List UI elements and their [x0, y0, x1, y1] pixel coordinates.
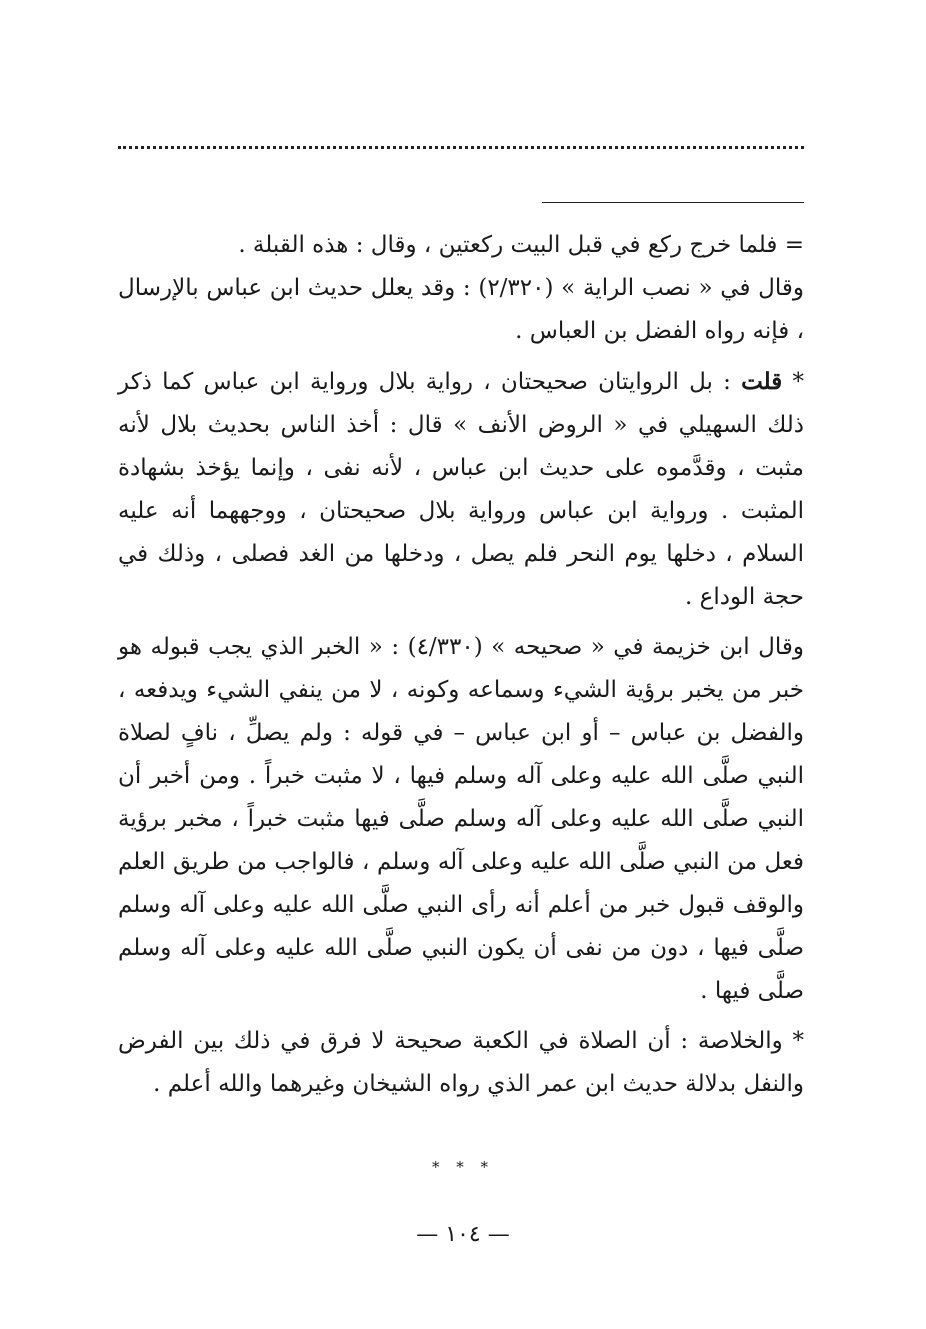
footnote-paragraph-1: = فلما خرج ركع في قبل البيت ركعتين ، وقال : هذه القبلة .: [238, 232, 804, 258]
main-text: [118, 360, 804, 1106]
bullet-marker: *: [782, 369, 805, 395]
qultu-keyword: قلت: [741, 368, 783, 395]
paragraph-ibn-khuzaymah: وقال ابن خزيمة في « صحيحه » (٤/٣٣٠) : « الخبر الذي يجب قبوله هو خبر من يخبر برؤية الشيء وسماعه وكونه ، لا من ينفي الشيء ويدفعه ، والفضل بن عباس – أو ابن عباس – في قوله : ولم يصلِّ ، نافٍ لصلاة النبي صلَّى الله عليه وعلى آله وسلم فيها ، لا مثبت خبراً . ومن أخبر أن النبي صلَّى الله عليه وعلى آله وسلم صلَّى فيها مثبت خبراً ، مخبر برؤية فعل من النبي صلَّى الله عليه وعلى آله وسلم ، فالواجب من طريق العلم والوقف قبول خبر من أعلم أنه رأى النبي صلَّى الله عليه وعلى آله وسلم صلَّى فيها ، دون من نفى أن يكون النبي صلَّى الله عليه وعلى آله وسلم صلَّى فيها .: [118, 634, 804, 1004]
footnote-rule: [542, 202, 804, 203]
paragraph-conclusion: * والخلاصة : أن الصلاة في الكعبة صحيحة لا فرق في ذلك بين الفرض والنفل بدلالة حديث ابن عمر الذي رواه الشيخان وغيرهما والله أعلم .: [118, 1028, 804, 1097]
paragraph-qultu: [118, 360, 804, 619]
section-separator: * * *: [431, 1158, 495, 1176]
dotted-separator: [118, 146, 804, 149]
footnote-section: [118, 224, 804, 353]
page-number: — ١٠٤ —: [416, 1222, 510, 1247]
paragraph-qultu-text: : بل الروايتان صحيحتان ، رواية بلال ورواية ابن عباس كما ذكر ذلك السهيلي في « الروض الأنف » قال : أخذ الناس بحديث بلال لأنه مثبت ، وقدَّموه على حديث ابن عباس ، لأنه نفى ، وإنما يؤخذ بشهادة المثبت . ورواية ابن عباس ورواية بلال صحيحتان ، ووجههما أنه عليه السلام ، دخلها يوم النحر فلم يصل ، ودخلها من الغد فصلى ، وذلك في حجة الوداع .: [118, 369, 804, 610]
footnote-paragraph-2: وقال في « نصب الراية » (٢/٣٢٠) : وقد يعلل حديث ابن عباس بالإرسال ، فإنه رواه الفضل بن العباس .: [118, 275, 804, 344]
